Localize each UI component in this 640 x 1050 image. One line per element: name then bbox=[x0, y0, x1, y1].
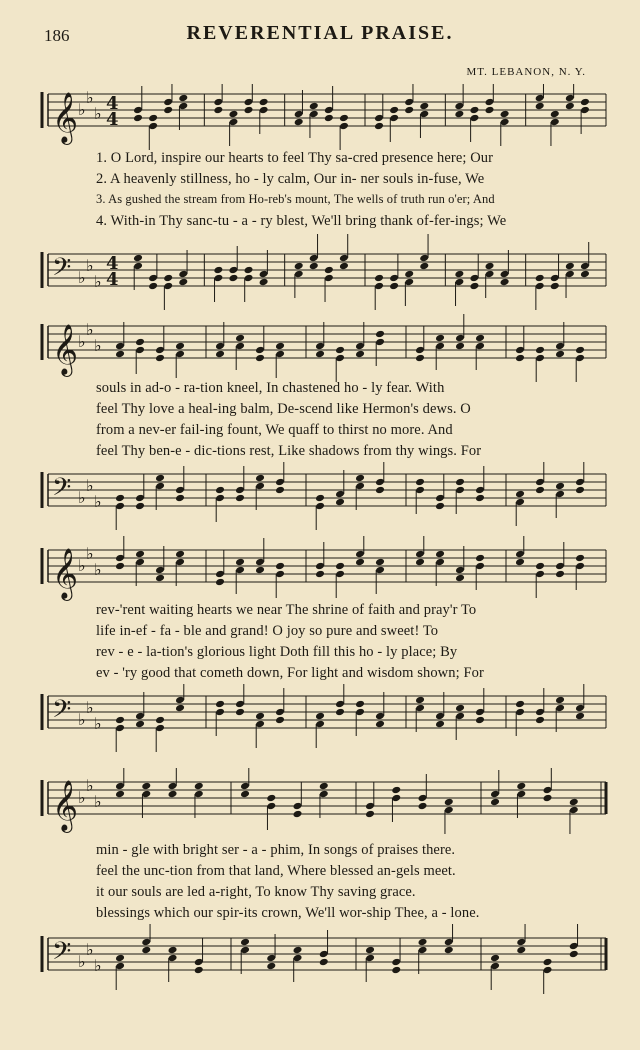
note-head bbox=[565, 262, 575, 271]
note-head bbox=[454, 270, 464, 279]
lyric-line: 4. With-in Thy sanc-tu - a - ry blest, We'll bring thank of-fer-ings; We bbox=[96, 213, 507, 229]
flat-icon: ♭ bbox=[78, 710, 86, 729]
flat-icon: ♭ bbox=[78, 556, 86, 575]
note-head bbox=[319, 958, 329, 967]
lyrics-block-4 bbox=[96, 842, 616, 926]
note-head bbox=[133, 254, 143, 263]
treble-clef-icon: 𝄞 bbox=[52, 92, 79, 143]
note-head bbox=[575, 712, 585, 721]
note-head bbox=[319, 782, 329, 791]
note-head bbox=[115, 350, 125, 359]
note-head bbox=[259, 278, 269, 287]
flat-icon: ♭ bbox=[86, 88, 94, 107]
note-head bbox=[374, 274, 384, 283]
lyric-line: 2. A heavenly stillness, ho - ly calm, Our in- ner souls in-fuse, We bbox=[96, 171, 485, 187]
page-title: REVERENTIAL PRAISE. bbox=[186, 22, 454, 44]
note-head bbox=[163, 106, 173, 115]
note-head bbox=[215, 578, 225, 587]
composer-credit: MT. LEBANON, N. Y. bbox=[466, 66, 586, 78]
flat-icon: ♭ bbox=[86, 776, 94, 795]
note-head bbox=[475, 494, 485, 503]
note-head bbox=[535, 274, 545, 283]
flat-icon: ♭ bbox=[94, 272, 102, 291]
note-head bbox=[215, 350, 225, 359]
note-head bbox=[485, 106, 495, 115]
flat-icon: ♭ bbox=[94, 714, 102, 733]
note-head bbox=[324, 114, 334, 123]
bass-clef-icon: 𝄢 bbox=[52, 253, 72, 288]
lyric-line: rev-'rent waiting hearts we near The shrine of faith and pray'r To bbox=[96, 602, 477, 618]
flat-icon: ♭ bbox=[86, 940, 94, 959]
note-head bbox=[415, 354, 425, 363]
bass-clef-icon: 𝄢 bbox=[52, 937, 72, 972]
note-head bbox=[391, 786, 401, 795]
note-head bbox=[365, 946, 375, 955]
flat-icon: ♭ bbox=[94, 104, 102, 123]
note-head bbox=[415, 478, 425, 487]
note-head bbox=[435, 720, 445, 729]
note-head bbox=[294, 118, 304, 127]
lyric-line: 3. As gushed the stream from Ho-reb's mount, The wells of truth run o'er; And bbox=[96, 192, 495, 206]
note-head bbox=[133, 114, 143, 123]
note-head bbox=[515, 354, 525, 363]
note-head bbox=[355, 474, 365, 483]
note-head bbox=[418, 938, 428, 947]
note-head bbox=[148, 114, 158, 123]
lyric-line: rev - e - la-tion's glorious light Doth fill this ho - ly place; By bbox=[96, 644, 458, 660]
note-head bbox=[266, 962, 276, 971]
note-head bbox=[355, 350, 365, 359]
note-head bbox=[475, 554, 485, 563]
lyric-line: feel Thy ben-e - dic-tions rest, Like shadows from thy wings. For bbox=[96, 443, 482, 459]
lyric-line: feel Thy love a heal-ing balm, De-scend like Hermon's dews. O bbox=[96, 401, 471, 417]
note-head bbox=[490, 954, 500, 963]
note-head bbox=[228, 110, 238, 119]
note-head bbox=[228, 274, 238, 283]
flat-icon: ♭ bbox=[78, 952, 86, 971]
note-head bbox=[244, 266, 254, 275]
flat-icon: ♭ bbox=[86, 544, 94, 563]
time-signature-digit: 4 bbox=[106, 253, 119, 274]
lyrics-block-1 bbox=[96, 150, 616, 234]
treble-staff-4 bbox=[0, 768, 640, 848]
lyrics-block-2 bbox=[96, 380, 616, 464]
note-head bbox=[391, 966, 401, 975]
note-head bbox=[469, 282, 479, 291]
flat-icon: ♭ bbox=[94, 560, 102, 579]
note-head bbox=[168, 946, 178, 955]
note-head bbox=[175, 342, 185, 351]
treble-clef-icon: 𝄞 bbox=[52, 324, 79, 375]
flat-icon: ♭ bbox=[86, 256, 94, 275]
note-head bbox=[515, 700, 525, 709]
note-head bbox=[455, 342, 465, 351]
note-head bbox=[135, 338, 145, 347]
note-head bbox=[550, 282, 560, 291]
note-head bbox=[415, 558, 425, 567]
note-head bbox=[575, 486, 585, 495]
flat-icon: ♭ bbox=[78, 100, 86, 119]
note-head bbox=[155, 716, 165, 725]
note-head bbox=[244, 106, 254, 115]
note-head bbox=[115, 790, 125, 799]
note-head bbox=[194, 782, 204, 791]
note-head bbox=[194, 966, 204, 975]
note-head bbox=[419, 262, 429, 271]
note-head bbox=[475, 716, 485, 725]
bass-clef-icon: 𝄢 bbox=[52, 695, 72, 730]
note-head bbox=[135, 502, 145, 511]
note-head bbox=[309, 262, 319, 271]
note-head bbox=[178, 94, 188, 103]
note-head bbox=[315, 570, 325, 579]
note-head bbox=[455, 478, 465, 487]
note-head bbox=[240, 790, 250, 799]
bass-staff-1 bbox=[0, 232, 640, 312]
note-head bbox=[275, 562, 285, 571]
note-head bbox=[516, 946, 526, 955]
bass-clef-icon: 𝄢 bbox=[52, 473, 72, 508]
note-head bbox=[435, 502, 445, 511]
note-head bbox=[535, 562, 545, 571]
note-head bbox=[275, 342, 285, 351]
note-head bbox=[569, 798, 579, 807]
note-head bbox=[335, 498, 345, 507]
note-head bbox=[454, 110, 464, 119]
time-signature-digit: 4 bbox=[106, 93, 119, 114]
note-head bbox=[500, 278, 510, 287]
note-head bbox=[375, 558, 385, 567]
note-head bbox=[375, 330, 385, 339]
note-head bbox=[419, 102, 429, 111]
note-head bbox=[355, 700, 365, 709]
flat-icon: ♭ bbox=[78, 788, 86, 807]
note-head bbox=[485, 262, 495, 271]
bass-staff-2 bbox=[0, 462, 640, 542]
flat-icon: ♭ bbox=[94, 956, 102, 975]
note-head bbox=[435, 550, 445, 559]
note-head bbox=[543, 794, 553, 803]
note-head bbox=[155, 574, 165, 583]
note-head bbox=[235, 708, 245, 717]
note-head bbox=[555, 570, 565, 579]
lyric-line: souls in ad-o - ra-tion kneel, In chastened ho - ly fear. With bbox=[96, 380, 445, 396]
note-head bbox=[215, 700, 225, 709]
note-head bbox=[240, 938, 250, 947]
note-head bbox=[550, 110, 560, 119]
bass-staff-4 bbox=[0, 924, 640, 1004]
lyric-line: from a nev-er fail-ing fount, We quaff to thirst no more. And bbox=[96, 422, 453, 438]
note-head bbox=[141, 782, 151, 791]
note-head bbox=[115, 494, 125, 503]
note-head bbox=[490, 798, 500, 807]
note-head bbox=[389, 106, 399, 115]
note-head bbox=[255, 566, 265, 575]
note-head bbox=[404, 270, 414, 279]
time-signature-digit: 4 bbox=[106, 269, 119, 290]
note-head bbox=[275, 716, 285, 725]
note-head bbox=[515, 490, 525, 499]
note-head bbox=[543, 958, 553, 967]
note-head bbox=[175, 550, 185, 559]
note-head bbox=[500, 110, 510, 119]
note-head bbox=[175, 704, 185, 713]
note-head bbox=[115, 954, 125, 963]
note-head bbox=[141, 946, 151, 955]
note-head bbox=[168, 790, 178, 799]
note-head bbox=[235, 494, 245, 503]
note-head bbox=[580, 98, 590, 107]
note-head bbox=[404, 106, 414, 115]
note-head bbox=[435, 334, 445, 343]
note-head bbox=[255, 354, 265, 363]
note-head bbox=[565, 102, 575, 111]
note-head bbox=[535, 716, 545, 725]
note-head bbox=[213, 266, 223, 275]
note-head bbox=[294, 262, 304, 271]
note-head bbox=[375, 486, 385, 495]
flat-icon: ♭ bbox=[86, 476, 94, 495]
lyric-line: 1. O Lord, inspire our hearts to feel Thy sa-cred presence here; Our bbox=[96, 150, 494, 166]
note-head bbox=[215, 486, 225, 495]
note-head bbox=[148, 282, 158, 291]
note-head bbox=[516, 782, 526, 791]
note-head bbox=[475, 334, 485, 343]
note-head bbox=[375, 720, 385, 729]
lyric-line: it our souls are led a-right, To know Thy saving grace. bbox=[96, 884, 416, 900]
note-head bbox=[335, 346, 345, 355]
note-head bbox=[535, 486, 545, 495]
note-head bbox=[235, 558, 245, 567]
note-head bbox=[115, 562, 125, 571]
note-head bbox=[339, 262, 349, 271]
note-head bbox=[163, 274, 173, 283]
note-head bbox=[335, 562, 345, 571]
flat-icon: ♭ bbox=[78, 488, 86, 507]
treble-clef-icon: 𝄞 bbox=[52, 548, 79, 599]
time-signature-digit: 4 bbox=[106, 109, 119, 130]
flat-icon: ♭ bbox=[94, 792, 102, 811]
note-head bbox=[266, 794, 276, 803]
note-head bbox=[293, 810, 303, 819]
flat-icon: ♭ bbox=[94, 492, 102, 511]
note-head bbox=[365, 810, 375, 819]
note-head bbox=[324, 266, 334, 275]
note-head bbox=[115, 716, 125, 725]
flat-icon: ♭ bbox=[78, 268, 86, 287]
note-head bbox=[555, 350, 565, 359]
note-head bbox=[339, 114, 349, 123]
note-head bbox=[235, 334, 245, 343]
note-head bbox=[135, 550, 145, 559]
lyric-line: life in-ef - fa - ble and grand! O joy so pure and sweet! To bbox=[96, 623, 439, 639]
lyric-line: min - gle with bright ser - a - phim, In songs of praises there. bbox=[96, 842, 456, 858]
note-head bbox=[469, 106, 479, 115]
note-head bbox=[315, 494, 325, 503]
note-head bbox=[555, 482, 565, 491]
note-head bbox=[155, 474, 165, 483]
lyrics-block-3 bbox=[96, 602, 616, 686]
flat-icon: ♭ bbox=[86, 320, 94, 339]
note-head bbox=[315, 350, 325, 359]
note-head bbox=[535, 346, 545, 355]
bass-staff-3 bbox=[0, 684, 640, 764]
note-head bbox=[275, 486, 285, 495]
note-head bbox=[535, 102, 545, 111]
note-head bbox=[444, 946, 454, 955]
lyric-line: feel the unc-tion from that land, Where blessed an-gels meet. bbox=[96, 863, 456, 879]
note-head bbox=[259, 98, 269, 107]
note-head bbox=[415, 696, 425, 705]
flat-icon: ♭ bbox=[78, 332, 86, 351]
note-head bbox=[418, 802, 428, 811]
note-head bbox=[555, 696, 565, 705]
note-head bbox=[335, 708, 345, 717]
flat-icon: ♭ bbox=[94, 336, 102, 355]
note-head bbox=[374, 122, 384, 131]
note-head bbox=[515, 558, 525, 567]
note-head bbox=[455, 704, 465, 713]
flat-icon: ♭ bbox=[86, 698, 94, 717]
note-head bbox=[355, 558, 365, 567]
note-head bbox=[389, 282, 399, 291]
note-head bbox=[444, 798, 454, 807]
note-head bbox=[309, 102, 319, 111]
note-head bbox=[255, 712, 265, 721]
note-head bbox=[575, 554, 585, 563]
note-head bbox=[455, 574, 465, 583]
page-number: 186 bbox=[44, 26, 70, 45]
note-head bbox=[293, 946, 303, 955]
note-head bbox=[155, 354, 165, 363]
note-head bbox=[178, 278, 188, 287]
note-head bbox=[315, 712, 325, 721]
note-head bbox=[569, 950, 579, 959]
note-head bbox=[175, 494, 185, 503]
note-head bbox=[213, 106, 223, 115]
lyric-line: blessings which our spir-its crown, We'll wor-ship Thee, a - lone. bbox=[96, 905, 480, 921]
note-head bbox=[255, 474, 265, 483]
note-head bbox=[580, 270, 590, 279]
note-head bbox=[575, 346, 585, 355]
lyric-line: ev - 'ry good that cometh down, For light and wisdom shown; For bbox=[96, 665, 484, 681]
treble-clef-icon: 𝄞 bbox=[52, 780, 79, 831]
note-head bbox=[135, 720, 145, 729]
